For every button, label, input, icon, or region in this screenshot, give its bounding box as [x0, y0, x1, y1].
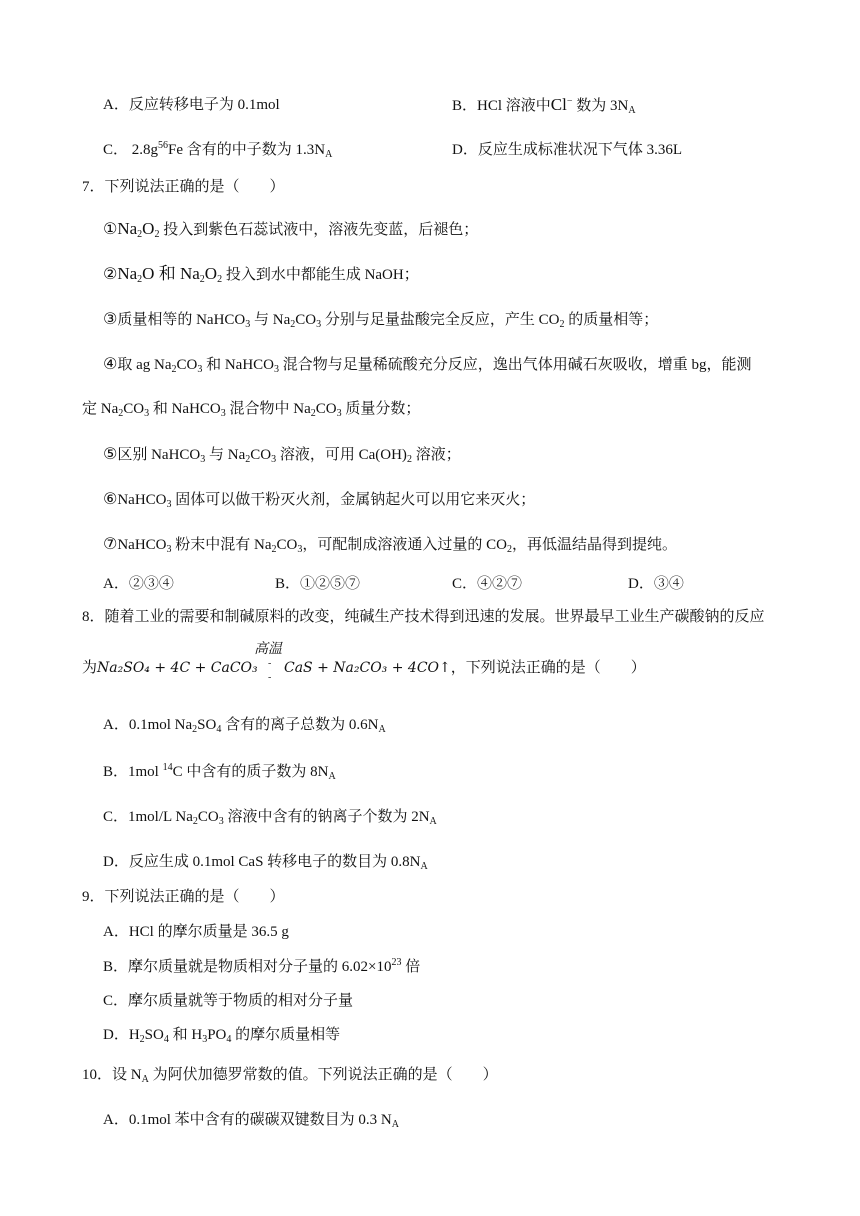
q8-option-d: D．反应生成 0.1mol CaS 转移电子的数目为 $0.8N_A$ [103, 854, 428, 872]
q7-item-6: ⑥NaHCO$_3$ 固体可以做干粉灭火剂，金属钠起火可以用它来灭火； [103, 489, 536, 510]
q7-option-b: B．①②⑤⑦ [275, 576, 361, 592]
q7-option-c: C．④②⑦ [452, 576, 523, 592]
q8-arrow-dash-top: - [268, 658, 272, 669]
q9-option-a: A．HCl 的摩尔质量是 36.5 g [103, 924, 289, 940]
q8-stem-line1: 8．随着工业的需要和制碱原料的改变，纯碱生产技术得到迅速的发展。世界最早工业生产碳酸钠的反应 [82, 609, 765, 625]
q7-item-2: $②Na_2O$ 和 $Na_2O_2$ 投入到水中都能生成 NaOH； [103, 264, 419, 285]
q7-item-4: ④取 ag $Na_2CO_3$ 和 NaHCO$_3$ 混合物与足量稀硫酸充分反应，逸出气体用碱石灰吸收，增重 bg，能测 [103, 354, 752, 375]
q10-option-a: A．0.1mol 苯中含有的碳碳双键数目为 0.3 $N_A$ [103, 1112, 399, 1130]
q10-stem: 10．设 $N_A$ 为阿伏加德罗常数的值。下列说法正确的是（ ） [82, 1067, 498, 1085]
q6-option-b: B．HCl 溶液中Cl− 数为 $3N_A$ [452, 95, 636, 116]
q8-equation-left: Na₂SO₄ + 4C + CaCO₃ [97, 660, 258, 676]
q7-stem: 7．下列说法正确的是（ ） [82, 179, 285, 195]
q7-item-1: $①Na_2O_2$ 投入到紫色石蕊试液中，溶液先变蓝，后褪色； [103, 219, 479, 240]
q7-option-d: D．③④ [628, 576, 684, 592]
q9-option-d: D．$H_2SO_4$ 和 $H_3PO_4$ 的摩尔质量相等 [103, 1027, 341, 1045]
q8-stem-line2: 为Na₂SO₄ + 4C + CaCO₃ [82, 660, 258, 676]
q6-option-a: A．反应转移电子为 0.1mol [103, 97, 280, 113]
q8-equation-right: CaS + Na₂CO₃ + 4CO↑ [284, 660, 451, 676]
q8-option-b: B．1mol $^{14}$C 中含有的质子数为 $8N_A$ [103, 762, 336, 782]
q7-item-7: ⑦NaHCO$_3$ 粉末中混有 $Na_2CO_3$，可配制成溶液通入过量的 $CO_2$，再低温结晶得到提纯。 [103, 534, 677, 555]
q8-stem-line2-right: CaS + Na₂CO₃ + 4CO↑，下列说法正确的是（ ） [284, 660, 646, 676]
q8-option-a: A．0.1mol $Na_2SO_4$ 含有的离子总数为 $0.6N_A$ [103, 717, 386, 735]
q7-item-5: ⑤区别 NaHCO$_3$ 与 $Na_2CO_3$ 溶液，可用 $Ca(OH)_2$ 溶液； [103, 444, 461, 465]
q7-item-4-cont: 定 $Na_2CO_3$ 和 NaHCO$_3$ 混合物中 $Na_2CO_3$ 质量分数； [82, 401, 421, 419]
q7-item-3: ③质量相等的 NaHCO$_3$ 与 $Na_2CO_3$ 分别与足量盐酸完全反应，产生 $CO_2$ 的质量相等； [103, 309, 659, 330]
q6-option-c: C． $2.8g^{56}Fe$ 含有的中子数为 $1.3N_A$ [103, 140, 333, 160]
q9-stem: 9．下列说法正确的是（ ） [82, 889, 285, 905]
q9-option-c: C．摩尔质量就等于物质的相对分子量 [103, 993, 354, 1009]
q9-option-b: B．摩尔质量就是物质相对分子量的 $6.02\times 10^{23}$ 倍 [103, 957, 421, 975]
q8-option-c: C．1mol/L $Na_2CO_3$ 溶液中含有的钠离子个数为 $2N_A$ [103, 809, 437, 827]
q8-condition: 高温 [254, 641, 282, 657]
q8-arrow-dash-bottom: - [268, 672, 272, 683]
q7-option-a: A．②③④ [103, 576, 174, 592]
q6-option-d: D．反应生成标准状况下气体 3.36L [452, 142, 682, 158]
